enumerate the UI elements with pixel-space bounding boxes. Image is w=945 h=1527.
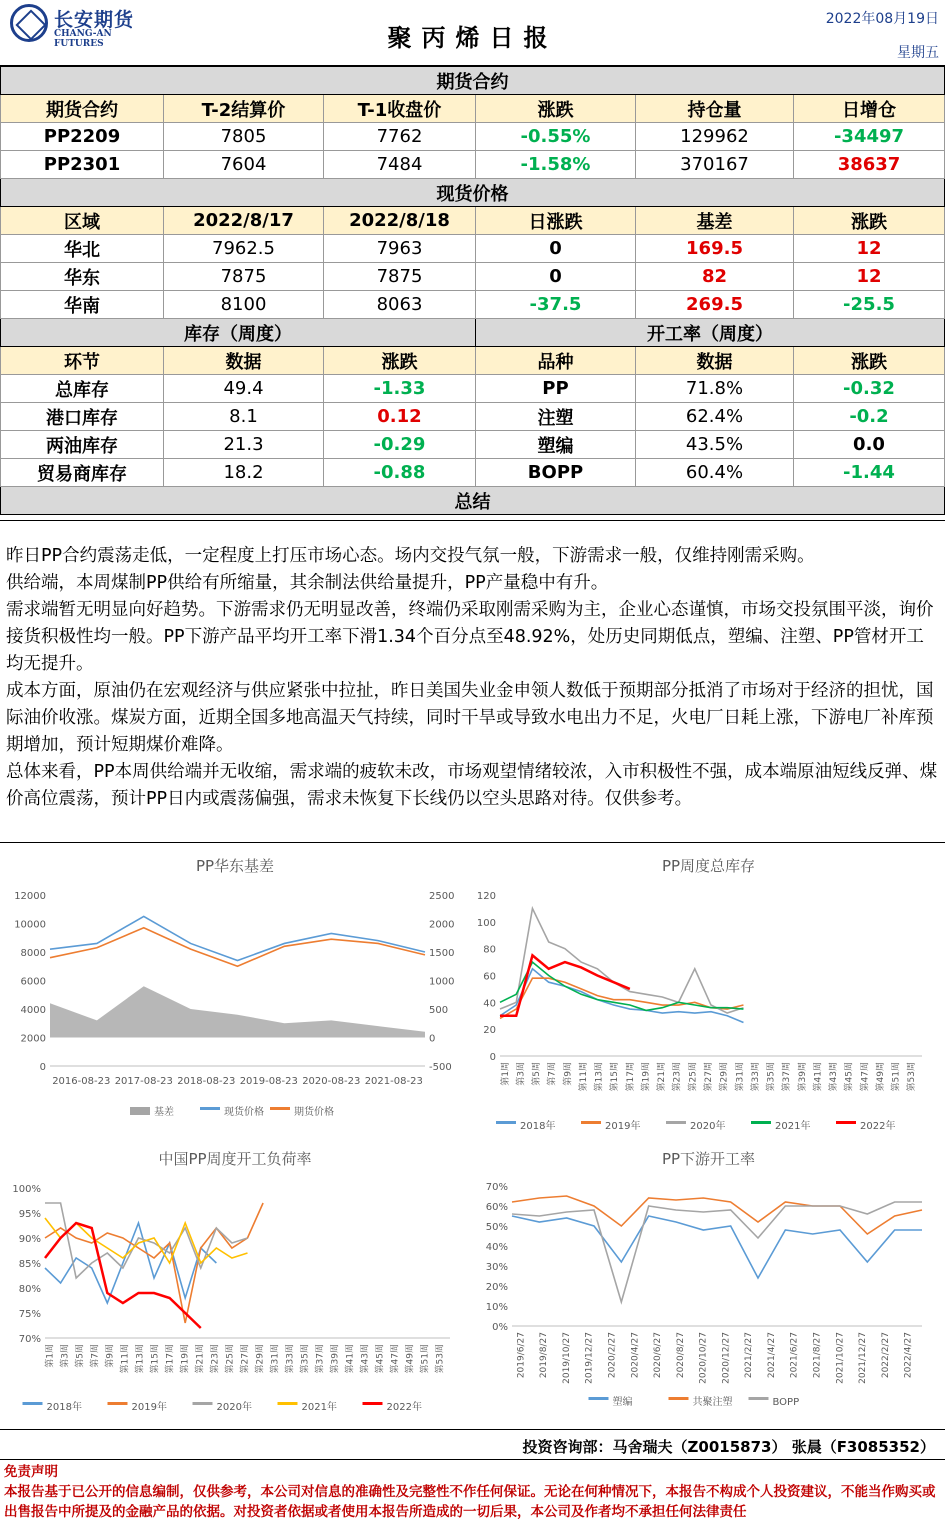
x-tick-label: 第47周: [860, 1062, 871, 1092]
legend-swatch: [666, 1121, 686, 1124]
basis-chart: [0, 843, 470, 1133]
futures-cell: PP2301: [1, 151, 164, 179]
y-tick-label: 0: [489, 1052, 496, 1063]
futures-header: T-2结算价: [164, 95, 324, 123]
x-tick-label: 2021/4/27: [766, 1332, 777, 1379]
futures-header: 持仓量: [636, 95, 794, 123]
basis-chart-svg: [0, 843, 470, 1133]
spot-cell: 12: [794, 235, 945, 263]
legend-swatch: [581, 1121, 601, 1124]
x-tick-label: 2016-08-23: [52, 1076, 111, 1087]
operating-cell: -1.44: [794, 459, 945, 487]
chart-title: PP华东基差: [195, 857, 275, 875]
x-tick-label: 第5周: [75, 1344, 86, 1368]
legend-swatch: [751, 1121, 771, 1124]
x-tick-label: 2022/2/27: [880, 1332, 891, 1379]
inventory-chart-svg: [472, 843, 945, 1133]
y2-tick-label: 2000: [429, 919, 455, 931]
x-tick-label: 第9周: [105, 1344, 116, 1368]
x-tick-label: 第49周: [405, 1344, 416, 1374]
logo-en: CHANG-AN FUTURES: [54, 29, 112, 49]
x-tick-label: 第21周: [195, 1344, 206, 1374]
operating-cell: -0.32: [794, 375, 945, 403]
chart-title: 中国PP周度开工负荷率: [158, 1150, 312, 1168]
x-tick-label: 第15周: [610, 1062, 621, 1092]
futures-cell: 7604: [164, 151, 324, 179]
x-tick-label: 第13周: [594, 1062, 605, 1092]
x-tick-label: 2020/6/27: [653, 1332, 664, 1379]
inventory-cell: 21.3: [164, 431, 324, 459]
y-tick-label: 30%: [485, 1262, 508, 1273]
legend-label: 2019年: [605, 1121, 641, 1132]
x-tick-label: 第17周: [165, 1344, 176, 1374]
spot-cell: 169.5: [636, 235, 794, 263]
y-tick-label: 12000: [14, 891, 46, 902]
table-row: [1, 431, 945, 459]
x-tick-label: 2021/6/27: [789, 1332, 800, 1379]
x-tick-label: 第21周: [657, 1062, 668, 1092]
operating-cell: -0.2: [794, 403, 945, 431]
spot-cell: 7963: [324, 235, 476, 263]
x-tick-label: 第41周: [813, 1062, 824, 1092]
y-tick-label: 20%: [485, 1282, 508, 1293]
futures-cell: 7762: [324, 123, 476, 151]
futures-cell: -1.58%: [476, 151, 636, 179]
legend-label: 2021年: [775, 1121, 811, 1132]
x-tick-label: 第3周: [516, 1062, 527, 1086]
futures-header: 日增仓: [794, 95, 945, 123]
y-tick-label: 20: [483, 1025, 496, 1037]
y-tick-label: 70%: [485, 1182, 508, 1193]
legend-swatch: [108, 1402, 128, 1405]
operating-cell: 62.4%: [636, 403, 794, 431]
y-tick-label: 10%: [485, 1302, 508, 1313]
x-tick-label: 第43周: [360, 1344, 371, 1374]
x-tick-label: 2017-08-23: [114, 1076, 173, 1087]
futures-cell: 7805: [164, 123, 324, 151]
y-tick-label: 80: [483, 944, 496, 956]
x-tick-label: 第19周: [641, 1062, 652, 1092]
table-row: [1, 235, 945, 263]
legend-swatch: [749, 1397, 769, 1400]
x-tick-label: 第41周: [345, 1344, 356, 1374]
x-tick-label: 第9周: [563, 1062, 574, 1086]
inventory-cell: 8.1: [164, 403, 324, 431]
x-tick-label: 第29周: [255, 1344, 266, 1374]
legend-label: 2018年: [520, 1121, 556, 1132]
operating-section-title: 开工率（周度）: [476, 319, 945, 347]
x-tick-label: 2020/8/27: [675, 1332, 686, 1379]
legend-swatch: [270, 1107, 290, 1110]
spot-cell: 华北: [1, 235, 164, 263]
summary-section-title: 总结: [1, 487, 945, 515]
y-tick-label: 90%: [18, 1234, 41, 1245]
legend-swatch: [23, 1402, 43, 1405]
legend-label: 2022年: [386, 1402, 422, 1413]
spot-cell: -37.5: [476, 291, 636, 319]
x-tick-label: 第31周: [270, 1344, 281, 1374]
y-tick-label: 120: [476, 891, 496, 902]
legend-swatch: [200, 1107, 220, 1110]
x-tick-label: 第19周: [180, 1344, 191, 1374]
x-tick-label: 第53周: [907, 1062, 918, 1092]
table-row: [1, 459, 945, 487]
inventory-header: 环节: [1, 347, 164, 375]
legend-label: 2019年: [131, 1402, 167, 1413]
legend-swatch: [496, 1121, 516, 1124]
operating-header: 数据: [636, 347, 794, 375]
legend-swatch: [669, 1397, 689, 1400]
x-tick-label: 第37周: [315, 1344, 326, 1374]
operating-cell: 43.5%: [636, 431, 794, 459]
charts-area: [0, 842, 945, 1427]
x-tick-label: 2022/4/27: [903, 1332, 914, 1379]
spot-cell: 华东: [1, 263, 164, 291]
spot-header: 2022/8/17: [164, 207, 324, 235]
x-tick-label: 第53周: [435, 1344, 446, 1374]
futures-cell: -0.55%: [476, 123, 636, 151]
downstream-chart-svg: [472, 1136, 945, 1426]
legend-label: 共聚注塑: [692, 1397, 733, 1408]
operating-cell: 注塑: [476, 403, 636, 431]
futures-header: T-1收盘价: [324, 95, 476, 123]
spot-cell: 8100: [164, 291, 324, 319]
x-tick-label: 第45周: [844, 1062, 855, 1092]
spot-cell: 12: [794, 263, 945, 291]
spot-cell: 7875: [324, 263, 476, 291]
table-row: [1, 151, 945, 179]
y2-tick-label: 2500: [429, 891, 455, 902]
futures-cell: 370167: [636, 151, 794, 179]
summary-text: [0, 520, 945, 842]
x-tick-label: 第33周: [285, 1344, 296, 1374]
y2-tick-label: 500: [429, 1005, 449, 1016]
x-tick-label: 第35周: [766, 1062, 777, 1092]
inventory-cell: 两油库存: [1, 431, 164, 459]
inventory-cell: 总库存: [1, 375, 164, 403]
x-tick-label: 2021-08-23: [364, 1076, 423, 1087]
disclaimer-title: 免责声明: [4, 1464, 58, 1480]
logo-cn: 长安期货: [54, 9, 135, 31]
x-tick-label: 第47周: [390, 1344, 401, 1374]
operating-cell: 71.8%: [636, 375, 794, 403]
inventory-cell: -1.33: [324, 375, 476, 403]
legend-label: 2020年: [216, 1402, 252, 1413]
spot-header: 日涨跌: [476, 207, 636, 235]
summary-paragraph: 需求端暂无明显向好趋势。下游需求仍无明显改善，终端仍采取刚需采购为主，企业心态谨慎，市场交投氛围平淡，询价接货积极性均一般。PP下游产品平均开工率下滑1.34个百分点至48.92%，处历史同期低点，塑编、注塑、PP管材开工均无提升。: [6, 600, 934, 674]
x-tick-label: 2019/10/27: [561, 1332, 572, 1384]
futures-cell: -34497: [794, 123, 945, 151]
futures-table: [0, 66, 945, 515]
y-tick-label: 0%: [492, 1322, 508, 1333]
spot-header: 2022/8/18: [324, 207, 476, 235]
x-tick-label: 第15周: [150, 1344, 161, 1374]
x-tick-label: 第27周: [240, 1344, 251, 1374]
x-tick-label: 2020/4/27: [630, 1332, 641, 1379]
y-tick-label: 40: [483, 998, 496, 1010]
legend-label: 2021年: [301, 1402, 337, 1413]
report-date: 2022年08月19日: [825, 11, 939, 27]
x-tick-label: 第7周: [547, 1062, 558, 1086]
y-tick-label: 100: [476, 917, 496, 929]
summary-paragraph: 供给端，本周煤制PP供给有所缩量，其余制法供给量提升，PP产量稳中有升。: [6, 573, 609, 593]
y2-tick-label: 0: [429, 1033, 436, 1045]
futures-section-title: 期货合约: [1, 67, 945, 95]
x-tick-label: 第1周: [45, 1344, 56, 1368]
x-tick-label: 2020-08-23: [302, 1076, 361, 1087]
x-tick-label: 2020/10/27: [698, 1332, 709, 1384]
spot-header: 涨跌: [794, 207, 945, 235]
x-tick-label: 第29周: [719, 1062, 730, 1092]
y2-tick-label: 1000: [429, 976, 455, 988]
chart-title: PP周度总库存: [661, 857, 756, 875]
spot-cell: 82: [636, 263, 794, 291]
y-tick-label: 60: [483, 971, 496, 983]
futures-header: 期货合约: [1, 95, 164, 123]
x-tick-label: 2019/6/27: [516, 1332, 527, 1379]
spot-cell: 0: [476, 235, 636, 263]
x-tick-label: 第11周: [578, 1062, 589, 1092]
table-row: [1, 291, 945, 319]
series-line: [500, 908, 743, 1013]
spot-header: 基差: [636, 207, 794, 235]
x-tick-label: 第25周: [688, 1062, 699, 1092]
x-tick-label: 第7周: [90, 1344, 101, 1368]
legend-label: 现货价格: [224, 1107, 264, 1118]
y-tick-label: 95%: [18, 1209, 41, 1220]
summary-paragraph: 总体来看，PP本周供给端并无收缩，需求端的疲软未改，市场观望情绪较浓，入市积极性不强，成本端原油短线反弹、煤价高位震荡，预计PP日内或震荡偏强，需求未恢复下长线仍以空头思路对待。仅供参考。: [6, 762, 938, 809]
y-tick-label: 85%: [18, 1259, 41, 1270]
x-tick-label: 第35周: [300, 1344, 311, 1374]
table-row: [1, 403, 945, 431]
series-line: [45, 1203, 263, 1323]
legend-swatch: [193, 1402, 213, 1405]
x-tick-label: 第25周: [225, 1344, 236, 1374]
summary-paragraph: 成本方面，原油仍在宏观经济与供应紧张中拉扯，昨日美国失业金申领人数低于预期部分抵消了市场对于经济的担忧，国际油价收涨。煤炭方面，近期全国多地高温天气持续，同时干旱或导致水电出力不足，火电厂日耗上涨，下游电厂补库预期增加，预计短期煤价难降。: [6, 681, 934, 755]
inventory-cell: 0.12: [324, 403, 476, 431]
y-tick-label: 75%: [18, 1309, 41, 1320]
spot-cell: 269.5: [636, 291, 794, 319]
author-line: 投资咨询部：马舍瑞夫（Z0015873） 张晨（F3085352）: [0, 1429, 945, 1459]
y-tick-label: 8000: [20, 948, 46, 959]
y-tick-label: 0: [39, 1062, 46, 1073]
inventory-chart: [472, 843, 945, 1133]
legend-label: BOPP: [772, 1397, 800, 1408]
y-tick-label: 6000: [20, 976, 46, 988]
y2-tick-label: 1500: [429, 948, 455, 959]
legend-label: 2018年: [46, 1402, 82, 1413]
y-tick-label: 50%: [485, 1222, 508, 1233]
disclaimer: [0, 1459, 945, 1527]
x-tick-label: 第13周: [135, 1344, 146, 1374]
operating-header: 品种: [476, 347, 636, 375]
y-tick-label: 80%: [18, 1284, 41, 1295]
x-tick-label: 2021/8/27: [812, 1332, 823, 1379]
x-tick-label: 第23周: [672, 1062, 683, 1092]
pp-load-chart: [0, 1136, 470, 1426]
legend-swatch: [836, 1121, 856, 1124]
y-tick-label: 10000: [14, 919, 46, 931]
pp-load-chart-svg: [0, 1136, 470, 1426]
inventory-cell: -0.88: [324, 459, 476, 487]
legend-swatch: [130, 1107, 150, 1115]
legend-swatch: [589, 1397, 609, 1400]
x-tick-label: 2020/2/27: [607, 1332, 618, 1379]
y-tick-label: 60%: [485, 1202, 508, 1213]
spot-cell: 7875: [164, 263, 324, 291]
x-tick-label: 第11周: [120, 1344, 131, 1374]
spot-section-title: 现货价格: [1, 179, 945, 207]
futures-cell: 38637: [794, 151, 945, 179]
x-tick-label: 2019/8/27: [539, 1332, 550, 1379]
futures-cell: PP2209: [1, 123, 164, 151]
x-tick-label: 第17周: [625, 1062, 636, 1092]
x-tick-label: 第39周: [797, 1062, 808, 1092]
inventory-section-title: 库存（周度）: [1, 319, 476, 347]
operating-cell: 0.0: [794, 431, 945, 459]
inventory-cell: 49.4: [164, 375, 324, 403]
legend-label: 基差: [154, 1107, 174, 1118]
report-weekday: 星期五: [897, 45, 939, 61]
y-tick-label: 40%: [485, 1242, 508, 1253]
legend-swatch: [278, 1402, 298, 1405]
legend-label: 2020年: [690, 1121, 726, 1132]
spot-cell: 7962.5: [164, 235, 324, 263]
table-row: [1, 375, 945, 403]
futures-header: 涨跌: [476, 95, 636, 123]
inventory-cell: 港口库存: [1, 403, 164, 431]
series-line: [50, 916, 425, 960]
x-tick-label: 第39周: [330, 1344, 341, 1374]
x-tick-label: 第51周: [891, 1062, 902, 1092]
y-tick-label: 100%: [12, 1184, 41, 1195]
x-tick-label: 第51周: [420, 1344, 431, 1374]
disclaimer-text: 本报告基于已公开的信息编制，仅供参考，本公司对信息的准确性及完整性不作任何保证。无论在何种情况下，本报告不构成个人投资建议，不能当作购买或出售报告中所提及的金融产品的依据。对投资者依据或者使用本报告所造成的一切后果，本公司及作者均不承担任何法律责任: [4, 1484, 936, 1520]
spot-cell: 华南: [1, 291, 164, 319]
inventory-cell: -0.29: [324, 431, 476, 459]
series-line: [512, 1216, 922, 1278]
operating-cell: 60.4%: [636, 459, 794, 487]
x-tick-label: 第27周: [704, 1062, 714, 1092]
x-tick-label: 第45周: [375, 1344, 386, 1374]
legend-label: 期货价格: [294, 1107, 334, 1118]
report-header: [0, 0, 945, 66]
x-tick-label: 2019-08-23: [239, 1076, 298, 1087]
futures-cell: 7484: [324, 151, 476, 179]
y-tick-label: 70%: [18, 1334, 41, 1345]
x-tick-label: 第37周: [782, 1062, 793, 1092]
table-row: [1, 123, 945, 151]
legend-label: 塑编: [612, 1397, 633, 1408]
inventory-header: 数据: [164, 347, 324, 375]
y2-tick-label: -500: [429, 1062, 452, 1073]
operating-cell: 塑编: [476, 431, 636, 459]
table-row: [1, 263, 945, 291]
x-tick-label: 2018-08-23: [177, 1076, 236, 1087]
y-tick-label: 2000: [20, 1033, 46, 1045]
x-tick-label: 第49周: [875, 1062, 886, 1092]
spot-cell: 8063: [324, 291, 476, 319]
x-tick-label: 第23周: [210, 1344, 221, 1374]
operating-header: 涨跌: [794, 347, 945, 375]
x-tick-label: 第5周: [532, 1062, 543, 1086]
x-tick-label: 2021/12/27: [858, 1332, 869, 1384]
spot-cell: 0: [476, 263, 636, 291]
x-tick-label: 2019/12/27: [584, 1332, 595, 1384]
y-tick-label: 4000: [20, 1005, 46, 1016]
inventory-cell: 贸易商库存: [1, 459, 164, 487]
spot-cell: -25.5: [794, 291, 945, 319]
x-tick-label: 2020/12/27: [721, 1332, 732, 1384]
legend-label: 2022年: [860, 1121, 896, 1132]
downstream-chart: [472, 1136, 945, 1426]
x-tick-label: 第33周: [750, 1062, 761, 1092]
series-area: [50, 986, 425, 1037]
inventory-cell: 18.2: [164, 459, 324, 487]
x-tick-label: 第31周: [735, 1062, 746, 1092]
futures-cell: 129962: [636, 123, 794, 151]
x-tick-label: 2021/10/27: [835, 1332, 846, 1384]
operating-cell: PP: [476, 375, 636, 403]
summary-paragraph: 昨日PP合约震荡走低，一定程度上打压市场心态。场内交投气氛一般，下游需求一般，仅维持刚需采购。: [6, 546, 815, 566]
x-tick-label: 第43周: [829, 1062, 840, 1092]
report-title: 聚丙烯日报: [387, 24, 558, 52]
x-tick-label: 第1周: [500, 1062, 511, 1086]
x-tick-label: 2021/2/27: [744, 1332, 755, 1379]
x-tick-label: 第3周: [60, 1344, 71, 1368]
legend-swatch: [363, 1402, 383, 1405]
operating-cell: BOPP: [476, 459, 636, 487]
chart-title: PP下游开工率: [661, 1150, 756, 1168]
series-line: [512, 1202, 922, 1302]
spot-header: 区域: [1, 207, 164, 235]
inventory-header: 涨跌: [324, 347, 476, 375]
